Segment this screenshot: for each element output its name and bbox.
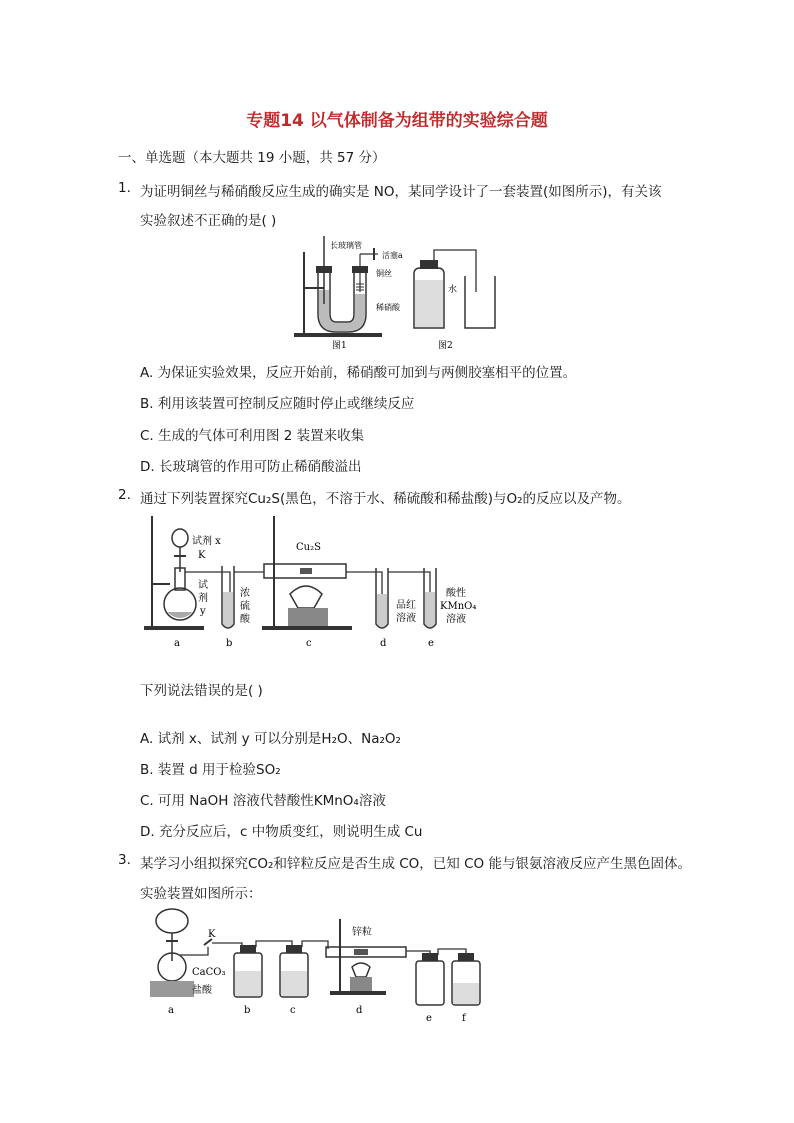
tube-e-liquid xyxy=(425,592,435,627)
label-b3: 酸 xyxy=(240,614,250,625)
question-1-option-b[interactable]: B. 利用该装置可控制反应随时停止或继续反应 xyxy=(140,396,415,412)
question-2-number: 2. xyxy=(118,487,131,503)
burner-block xyxy=(288,608,328,626)
tube-a-out xyxy=(180,947,208,955)
label-b2: 硫 xyxy=(240,601,250,612)
letter-a: a xyxy=(168,1005,174,1016)
letter-c: c xyxy=(306,638,312,649)
label-reagent-x: 试剂 x xyxy=(192,536,221,547)
label-y2: 剂 xyxy=(198,593,208,604)
label-valve: 活塞a xyxy=(382,251,403,260)
question-2-option-a[interactable]: A. 试剂 x、试剂 y 可以分别是H₂O、Na₂O₂ xyxy=(140,731,401,747)
bottle-c-liquid xyxy=(281,971,307,996)
tube-b-liquid xyxy=(223,592,233,627)
label-hcl: 盐酸 xyxy=(192,985,212,996)
label-y1: 试 xyxy=(198,580,208,591)
stand-d-base xyxy=(330,991,386,995)
question-1-stem-line1: 为证明铜丝与稀硝酸反应生成的确实是 NO，某同学设计了一套装置(如图所示)，有关该 xyxy=(140,184,662,200)
label-e2: KMnO₄ xyxy=(440,601,477,612)
label-d1: 品红 xyxy=(396,600,416,611)
u-tube-inner xyxy=(330,272,354,322)
bottle-f-liquid xyxy=(453,983,479,1004)
question-1-figure xyxy=(290,232,505,350)
letter-f: f xyxy=(462,1013,466,1024)
acid-liquid xyxy=(319,290,365,331)
tube-to-b xyxy=(212,943,242,951)
question-1-stem-line2: 实验叙述不正确的是( ) xyxy=(140,213,277,229)
label-zinc: 锌粒 xyxy=(352,927,372,938)
tube-d-liquid xyxy=(377,594,387,627)
stand-a-base xyxy=(144,626,204,630)
letter-e: e xyxy=(428,638,434,649)
label-water: 水 xyxy=(448,285,458,295)
label-k: K xyxy=(208,929,216,940)
tube-c-d xyxy=(302,941,328,949)
question-1-option-c[interactable]: C. 生成的气体可利用图 2 装置来收集 xyxy=(140,428,365,444)
label-long-tube: 长玻璃管 xyxy=(330,241,362,250)
label-y3: y xyxy=(200,606,206,617)
label-cu2s: Cu₂S xyxy=(296,542,321,553)
question-3-number: 3. xyxy=(118,852,131,868)
cu2s-sample xyxy=(300,568,312,574)
caption-fig2: 图2 xyxy=(438,341,453,350)
section-heading: 一、单选题（本大题共 19 小题，共 57 分） xyxy=(118,150,386,166)
label-e1: 酸性 xyxy=(446,588,466,599)
zinc-sample xyxy=(354,949,368,955)
bottle-e-stopper xyxy=(422,953,438,961)
question-3-figure xyxy=(142,905,487,1027)
letter-d: d xyxy=(356,1005,363,1016)
hcl-bath xyxy=(150,981,194,997)
letter-e: e xyxy=(426,1013,432,1024)
separatory-funnel xyxy=(156,909,188,933)
letter-b: b xyxy=(226,638,233,649)
letter-b: b xyxy=(244,1005,251,1016)
bottle-stopper xyxy=(420,260,438,269)
bottle-c-stopper xyxy=(286,945,302,953)
question-2-stem: 通过下列装置探究Cu₂S(黑色，不溶于水、稀硫酸和稀盐酸)与O₂的反应以及产物。 xyxy=(140,491,631,507)
beaker xyxy=(465,276,495,328)
page-title: 专题14 以气体制备为组带的实验综合题 xyxy=(246,111,548,131)
stand-c-base xyxy=(262,626,352,630)
label-acid: 稀硝酸 xyxy=(376,303,400,312)
burner-d xyxy=(352,963,370,977)
question-2-option-d[interactable]: D. 充分反应后，c 中物质变红，则说明生成 Cu xyxy=(140,824,423,840)
question-3-stem-line2: 实验装置如图所示： xyxy=(140,886,262,902)
question-2-figure xyxy=(140,512,485,654)
label-caco3: CaCO₃ xyxy=(192,967,226,978)
label-k: K xyxy=(198,550,206,561)
caption-fig1: 图1 xyxy=(332,341,347,350)
question-1-option-d[interactable]: D. 长玻璃管的作用可防止稀硝酸溢出 xyxy=(140,459,362,475)
letter-a: a xyxy=(174,638,180,649)
letter-c: c xyxy=(290,1005,296,1016)
question-2-prompt: 下列说法错误的是( ) xyxy=(140,683,263,699)
dropping-funnel xyxy=(172,529,188,547)
question-2-option-c[interactable]: C. 可用 NaOH 溶液代替酸性KMnO₄溶液 xyxy=(140,793,386,809)
bottle-f-stopper xyxy=(458,953,474,961)
label-b1: 浓 xyxy=(240,588,250,599)
bottle-b-stopper xyxy=(240,945,256,953)
question-3-stem-line1: 某学习小组拟探究CO₂和锌粒反应是否生成 CO，已知 CO 能与银氨溶液反应产生黑色固体。 xyxy=(140,856,691,872)
burner-c xyxy=(290,586,322,608)
question-2-option-b[interactable]: B. 装置 d 用于检验SO₂ xyxy=(140,762,281,778)
label-d2: 溶液 xyxy=(396,613,416,624)
label-e3: 溶液 xyxy=(446,614,466,625)
bottle-water xyxy=(415,280,443,327)
question-1-number: 1. xyxy=(118,180,131,196)
label-copper: 铜丝 xyxy=(376,269,392,278)
burner-d-block xyxy=(350,977,372,991)
bottle-e xyxy=(416,961,444,1005)
question-1-option-a[interactable]: A. 为保证实验效果，反应开始前，稀硝酸可加到与两侧胶塞相平的位置。 xyxy=(140,365,577,381)
bottle-b-liquid xyxy=(235,971,261,996)
letter-d: d xyxy=(380,638,387,649)
stand-base xyxy=(294,333,382,337)
